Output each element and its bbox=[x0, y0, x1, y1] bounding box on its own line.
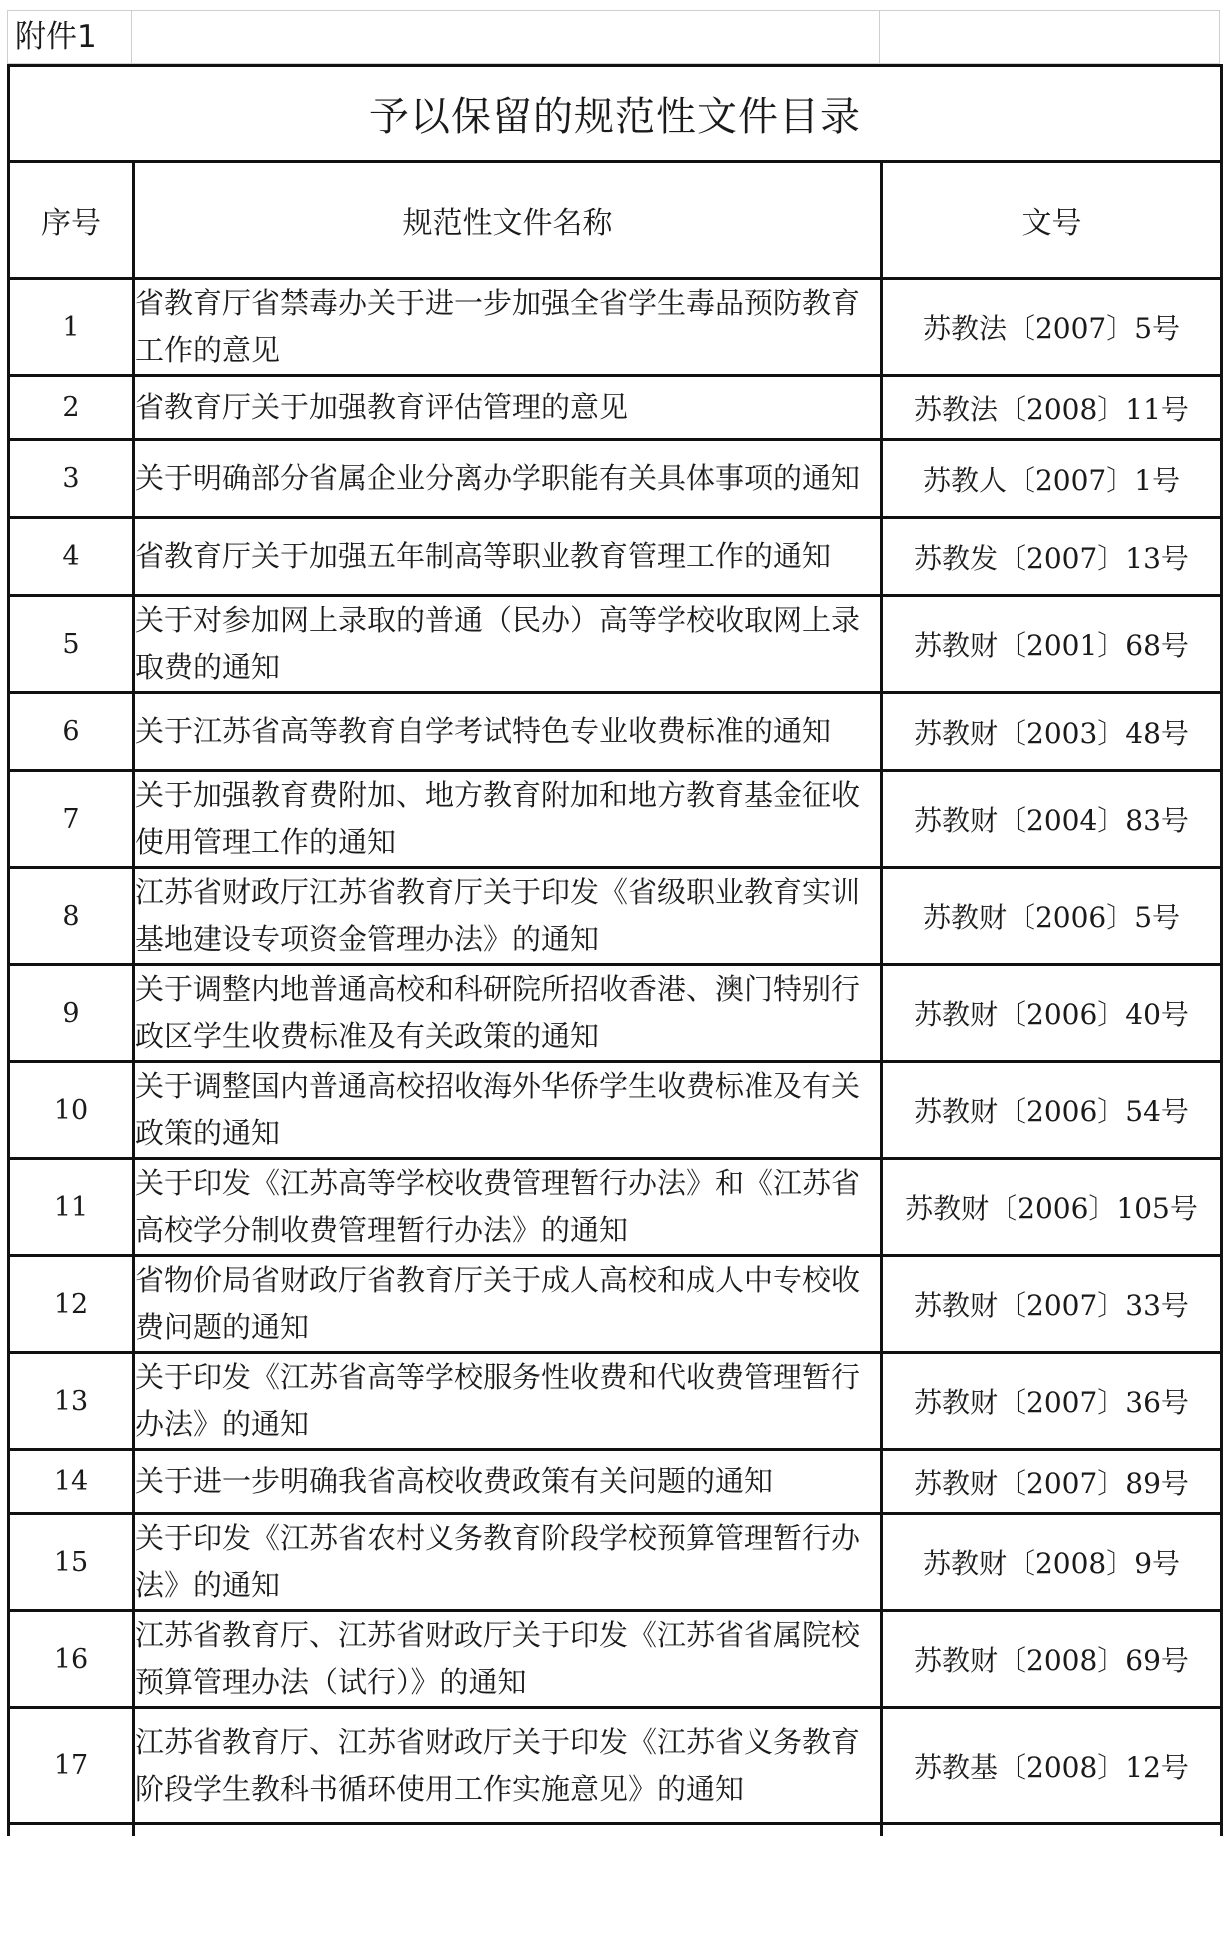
document-name-cell[interactable]: 关于调整内地普通高校和科研院所招收香港、澳门特别行政区学生收费标准及有关政策的通知 bbox=[134, 965, 882, 1062]
attachment-label[interactable]: 附件1 bbox=[7, 10, 132, 64]
document-name-cell[interactable]: 关于印发《江苏省高等学校服务性收费和代收费管理暂行办法》的通知 bbox=[134, 1353, 882, 1450]
document-number-cell[interactable]: 苏教财〔2001〕68号 bbox=[882, 596, 1222, 693]
table-row bbox=[9, 1824, 1222, 1836]
document-number-cell[interactable]: 苏教财〔2008〕69号 bbox=[882, 1611, 1222, 1708]
table-row bbox=[9, 868, 1222, 965]
document-table bbox=[7, 64, 1223, 1836]
table-row bbox=[9, 771, 1222, 868]
document-name-cell[interactable]: 关于调整国内普通高校招收海外华侨学生收费标准及有关政策的通知 bbox=[134, 1062, 882, 1159]
document-number-cell[interactable]: 苏教财〔2003〕48号 bbox=[882, 693, 1222, 771]
serial-number-cell[interactable]: 12 bbox=[9, 1256, 134, 1353]
serial-number-cell[interactable]: 4 bbox=[9, 518, 134, 596]
attachment-row bbox=[7, 10, 1220, 64]
table-row bbox=[9, 1611, 1222, 1708]
table-row bbox=[9, 596, 1222, 693]
header-document-name: 规范性文件名称 bbox=[134, 162, 882, 279]
empty-cell[interactable] bbox=[882, 1824, 1222, 1836]
document-number-cell[interactable]: 苏教发〔2007〕13号 bbox=[882, 518, 1222, 596]
empty-cell[interactable] bbox=[880, 10, 1220, 64]
document-number-cell[interactable]: 苏教基〔2008〕12号 bbox=[882, 1708, 1222, 1824]
table-row bbox=[9, 1353, 1222, 1450]
serial-number-cell[interactable]: 14 bbox=[9, 1450, 134, 1514]
document-name-cell[interactable]: 省物价局省财政厅省教育厅关于成人高校和成人中专校收费问题的通知 bbox=[134, 1256, 882, 1353]
document-name-cell[interactable]: 关于印发《江苏省农村义务教育阶段学校预算管理暂行办法》的通知 bbox=[134, 1514, 882, 1611]
spreadsheet bbox=[7, 10, 1220, 1836]
serial-number-cell[interactable]: 8 bbox=[9, 868, 134, 965]
header-document-number: 文号 bbox=[882, 162, 1222, 279]
serial-number-cell[interactable]: 5 bbox=[9, 596, 134, 693]
serial-number-cell[interactable]: 3 bbox=[9, 440, 134, 518]
table-row bbox=[9, 1256, 1222, 1353]
document-number-cell[interactable]: 苏教财〔2007〕36号 bbox=[882, 1353, 1222, 1450]
document-name-cell[interactable]: 关于加强教育费附加、地方教育附加和地方教育基金征收使用管理工作的通知 bbox=[134, 771, 882, 868]
document-name-cell[interactable]: 省教育厅关于加强教育评估管理的意见 bbox=[134, 376, 882, 440]
serial-number-cell[interactable]: 15 bbox=[9, 1514, 134, 1611]
serial-number-cell[interactable]: 1 bbox=[9, 279, 134, 376]
table-row bbox=[9, 965, 1222, 1062]
document-name-cell[interactable]: 关于印发《江苏高等学校收费管理暂行办法》和《江苏省高校学分制收费管理暂行办法》的通知 bbox=[134, 1159, 882, 1256]
document-name-cell[interactable]: 关于明确部分省属企业分离办学职能有关具体事项的通知 bbox=[134, 440, 882, 518]
document-number-cell[interactable]: 苏教人〔2007〕1号 bbox=[882, 440, 1222, 518]
header-serial-number: 序号 bbox=[9, 162, 134, 279]
table-title: 予以保留的规范性文件目录 bbox=[9, 66, 1222, 162]
document-number-cell[interactable]: 苏教财〔2004〕83号 bbox=[882, 771, 1222, 868]
table-row bbox=[9, 518, 1222, 596]
table-row bbox=[9, 693, 1222, 771]
header-row bbox=[9, 162, 1222, 279]
table-row bbox=[9, 440, 1222, 518]
document-name-cell[interactable]: 江苏省财政厅江苏省教育厅关于印发《省级职业教育实训基地建设专项资金管理办法》的通知 bbox=[134, 868, 882, 965]
table-row bbox=[9, 279, 1222, 376]
empty-cell[interactable] bbox=[132, 10, 880, 64]
table-row bbox=[9, 1514, 1222, 1611]
document-name-cell[interactable]: 关于对参加网上录取的普通（民办）高等学校收取网上录取费的通知 bbox=[134, 596, 882, 693]
document-number-cell[interactable]: 苏教财〔2006〕40号 bbox=[882, 965, 1222, 1062]
table-row bbox=[9, 1062, 1222, 1159]
serial-number-cell[interactable]: 13 bbox=[9, 1353, 134, 1450]
document-name-cell[interactable]: 省教育厅省禁毒办关于进一步加强全省学生毒品预防教育工作的意见 bbox=[134, 279, 882, 376]
document-number-cell[interactable]: 苏教财〔2006〕5号 bbox=[882, 868, 1222, 965]
serial-number-cell[interactable]: 6 bbox=[9, 693, 134, 771]
document-number-cell[interactable]: 苏教财〔2007〕89号 bbox=[882, 1450, 1222, 1514]
document-name-cell[interactable]: 省教育厅关于加强五年制高等职业教育管理工作的通知 bbox=[134, 518, 882, 596]
empty-cell[interactable] bbox=[134, 1824, 882, 1836]
document-name-cell[interactable]: 关于江苏省高等教育自学考试特色专业收费标准的通知 bbox=[134, 693, 882, 771]
table-row bbox=[9, 1159, 1222, 1256]
document-number-cell[interactable]: 苏教法〔2008〕11号 bbox=[882, 376, 1222, 440]
document-name-cell[interactable]: 江苏省教育厅、江苏省财政厅关于印发《江苏省义务教育阶段学生教科书循环使用工作实施意见》的通知 bbox=[134, 1708, 882, 1824]
document-number-cell[interactable]: 苏教财〔2006〕105号 bbox=[882, 1159, 1222, 1256]
document-name-cell[interactable]: 关于进一步明确我省高校收费政策有关问题的通知 bbox=[134, 1450, 882, 1514]
table-row bbox=[9, 1708, 1222, 1824]
table-row bbox=[9, 376, 1222, 440]
document-name-cell[interactable]: 江苏省教育厅、江苏省财政厅关于印发《江苏省省属院校预算管理办法（试行）》的通知 bbox=[134, 1611, 882, 1708]
serial-number-cell[interactable]: 2 bbox=[9, 376, 134, 440]
serial-number-cell[interactable]: 7 bbox=[9, 771, 134, 868]
document-number-cell[interactable]: 苏教财〔2006〕54号 bbox=[882, 1062, 1222, 1159]
serial-number-cell[interactable]: 16 bbox=[9, 1611, 134, 1708]
serial-number-cell[interactable]: 10 bbox=[9, 1062, 134, 1159]
serial-number-cell[interactable]: 9 bbox=[9, 965, 134, 1062]
serial-number-cell[interactable]: 17 bbox=[9, 1708, 134, 1824]
table-row bbox=[9, 1450, 1222, 1514]
document-number-cell[interactable]: 苏教财〔2007〕33号 bbox=[882, 1256, 1222, 1353]
serial-number-cell[interactable]: 11 bbox=[9, 1159, 134, 1256]
document-number-cell[interactable]: 苏教财〔2008〕9号 bbox=[882, 1514, 1222, 1611]
empty-cell[interactable] bbox=[9, 1824, 134, 1836]
document-number-cell[interactable]: 苏教法〔2007〕5号 bbox=[882, 279, 1222, 376]
